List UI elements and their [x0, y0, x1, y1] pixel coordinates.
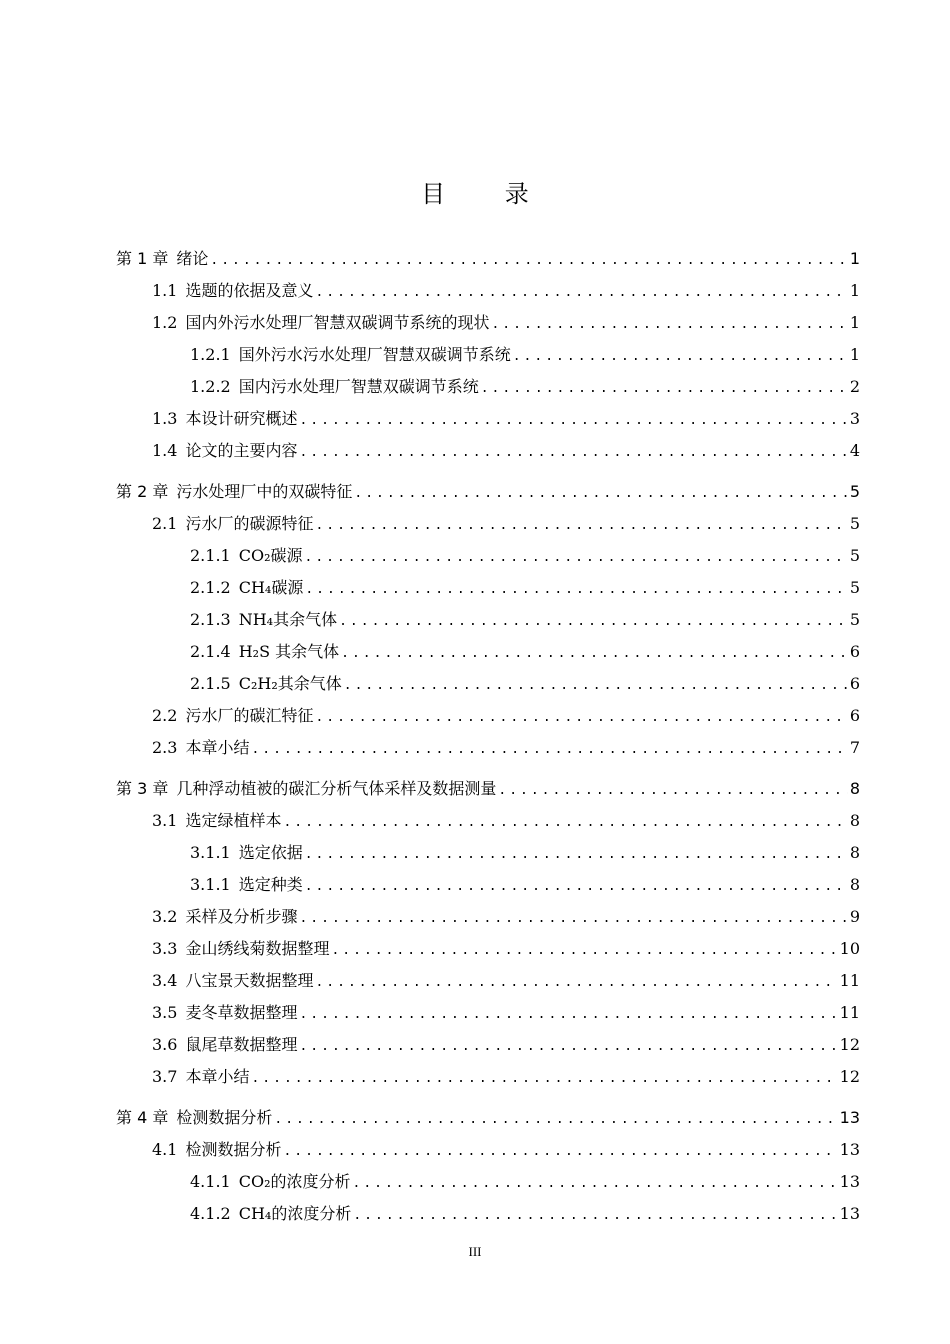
toc-dot-leader: [498, 778, 847, 804]
toc-dot-leader: [353, 1203, 837, 1229]
toc-dot-leader: [339, 609, 848, 635]
toc-entry-title: 金山绣线菊数据整理: [185, 939, 330, 958]
toc-entry[interactable]: [190, 342, 860, 368]
toc-entry-number: 1.3: [152, 409, 178, 428]
toc-entry-title: CH₄碳源: [238, 578, 304, 597]
toc-entry[interactable]: [190, 1169, 860, 1195]
toc-entry-title: 论文的主要内容: [185, 441, 298, 460]
toc-entry-page: 7: [849, 738, 860, 757]
toc-entry-page: 3: [849, 409, 860, 428]
toc-dot-leader: [315, 280, 847, 306]
toc-entry[interactable]: [116, 246, 860, 272]
toc-dot-leader: [251, 1066, 837, 1092]
toc-entry[interactable]: [190, 374, 860, 400]
toc-entry-number: 1.2.1: [190, 345, 231, 364]
toc-entry-number: 1.2: [152, 313, 178, 332]
toc-entry-title: 绪论: [176, 249, 209, 268]
toc-entry-number: 第 4 章: [116, 1108, 169, 1127]
toc-entry-page: 5: [849, 610, 860, 629]
toc-entry[interactable]: [190, 1201, 860, 1227]
toc-entry[interactable]: [152, 1064, 860, 1090]
toc-entry-number: 3.4: [152, 971, 178, 990]
toc-entry-title: 选定依据: [238, 843, 303, 862]
toc-entry-page: 13: [839, 1172, 860, 1191]
toc-entry-number: 第 2 章: [116, 482, 169, 501]
toc-entry-page: 1: [849, 313, 860, 332]
toc-entry-page: 9: [849, 907, 860, 926]
toc-entry-page: 8: [849, 779, 860, 798]
toc-entry-title: 污水处理厂中的双碳特征: [176, 482, 353, 501]
toc-dot-leader: [331, 938, 837, 964]
toc-dot-leader: [305, 874, 848, 900]
toc-entry[interactable]: [152, 936, 860, 962]
toc-entry-number: 3.2: [152, 907, 178, 926]
toc-entry-title: 国外污水污水处理厂智慧双碳调节系统: [238, 345, 511, 364]
toc-entry[interactable]: [190, 840, 860, 866]
toc-entry-number: 3.7: [152, 1067, 178, 1086]
toc-entry-number: 2.2: [152, 706, 178, 725]
toc-entry[interactable]: [152, 438, 860, 464]
toc-entry-page: 6: [849, 674, 860, 693]
toc-entry-title: CH₄的浓度分析: [238, 1204, 352, 1223]
toc-entry-page: 11: [839, 971, 860, 990]
toc-entry-title: 麦冬草数据整理: [185, 1003, 298, 1022]
toc-entry-number: 3.1.1: [190, 875, 231, 894]
toc-entry[interactable]: [152, 310, 860, 336]
toc-entry-title: CO₂的浓度分析: [238, 1172, 351, 1191]
toc-entry[interactable]: [190, 575, 860, 601]
toc-entry-title: 检测数据分析: [176, 1108, 273, 1127]
toc-dot-leader: [315, 970, 837, 996]
toc-entry-page: 4: [849, 441, 860, 460]
toc-entry-page: 1: [849, 249, 860, 268]
toc-entry-page: 5: [849, 578, 860, 597]
toc-entry-number: 2.1.5: [190, 674, 231, 693]
toc-entry[interactable]: [152, 703, 860, 729]
toc-entry-number: 2.1.3: [190, 610, 231, 629]
toc-entry-title: 本章小结: [185, 738, 250, 757]
toc-entry-page: 12: [839, 1035, 860, 1054]
toc-entry-page: 5: [849, 514, 860, 533]
toc-entry-page: 1: [849, 281, 860, 300]
toc-entry-title: 国内外污水处理厂智慧双碳调节系统的现状: [185, 313, 490, 332]
toc-entry-title: 本章小结: [185, 1067, 250, 1086]
toc-dot-leader: [353, 1171, 838, 1197]
toc-entry-title: 鼠尾草数据整理: [185, 1035, 298, 1054]
toc-entry[interactable]: [152, 406, 860, 432]
toc-dot-leader: [491, 312, 847, 338]
toc-dot-leader: [305, 842, 848, 868]
toc-dot-leader: [299, 440, 847, 466]
toc-dot-leader: [305, 577, 847, 603]
toc-entry[interactable]: [190, 607, 860, 633]
toc-dot-leader: [354, 481, 847, 507]
toc-entry-number: 第 1 章: [116, 249, 169, 268]
toc-entry-page: 10: [839, 939, 860, 958]
toc-entry-number: 4.1.1: [190, 1172, 231, 1191]
toc-entry[interactable]: [190, 543, 860, 569]
toc-dot-leader: [299, 408, 847, 434]
toc-entry[interactable]: [190, 639, 860, 665]
toc-entry-number: 3.5: [152, 1003, 178, 1022]
toc-entry[interactable]: [190, 872, 860, 898]
toc-entry-title: 采样及分析步骤: [185, 907, 298, 926]
toc-dot-leader: [299, 1002, 837, 1028]
toc-entry-title: CO₂碳源: [238, 546, 303, 565]
toc-dot-leader: [315, 705, 847, 731]
toc-entry-number: 2.1.4: [190, 642, 231, 661]
toc-dot-leader: [251, 737, 847, 763]
toc-dot-leader: [299, 1034, 837, 1060]
toc-entry[interactable]: [190, 671, 860, 697]
toc-entry-page: 8: [849, 811, 860, 830]
toc-entry[interactable]: [152, 968, 860, 994]
toc-entry-page: 13: [839, 1140, 860, 1159]
toc-entry[interactable]: [152, 808, 860, 834]
toc-entry-page: 1: [849, 345, 860, 364]
toc-entry-title: 污水厂的碳源特征: [185, 514, 314, 533]
toc-entry-title: 污水厂的碳汇特征: [185, 706, 314, 725]
toc-entry-page: 8: [849, 843, 860, 862]
toc-entry-title: 八宝景天数据整理: [185, 971, 314, 990]
toc-entry[interactable]: [152, 1000, 860, 1026]
toc-entry-page: 5: [849, 546, 860, 565]
toc-dot-leader: [210, 248, 847, 274]
toc-entry-number: 第 3 章: [116, 779, 169, 798]
toc-entry-title: 几种浮动植被的碳汇分析气体采样及数据测量: [176, 779, 497, 798]
toc-entry-page: 13: [839, 1204, 860, 1223]
page-title: 目 录: [421, 180, 555, 208]
toc-entry-page: 2: [849, 377, 860, 396]
toc-dot-leader: [305, 545, 848, 571]
toc-entry[interactable]: [116, 479, 860, 505]
toc-dot-leader: [283, 810, 847, 836]
toc-entry-title: 选题的依据及意义: [185, 281, 314, 300]
toc-dot-leader: [344, 673, 848, 699]
page-number: III: [468, 1244, 482, 1259]
toc-entry-title: 选定绿植样本: [185, 811, 282, 830]
toc-entry-page: 13: [839, 1108, 860, 1127]
toc-entry[interactable]: [116, 776, 860, 802]
toc-entry-page: 6: [849, 706, 860, 725]
toc-entry[interactable]: [152, 1032, 860, 1058]
toc-entry-number: 2.1.1: [190, 546, 231, 565]
toc-entry-page: 6: [849, 642, 860, 661]
toc-dot-leader: [315, 513, 847, 539]
toc-dot-leader: [274, 1107, 837, 1133]
toc-entry-title: 国内污水处理厂智慧双碳调节系统: [238, 377, 479, 396]
toc-entry[interactable]: [152, 735, 860, 761]
toc-entry-number: 1.1: [152, 281, 178, 300]
toc-entry-page: 8: [849, 875, 860, 894]
toc-entry-page: 5: [849, 482, 860, 501]
toc-entry-number: 3.6: [152, 1035, 178, 1054]
toc-entry-number: 3.1.1: [190, 843, 231, 862]
toc-entry-number: 1.4: [152, 441, 178, 460]
toc-entry[interactable]: [152, 1137, 860, 1163]
toc-entry-title: 检测数据分析: [185, 1140, 282, 1159]
toc-dot-leader: [481, 376, 848, 402]
toc-entry-number: 2.1: [152, 514, 178, 533]
toc-entry-title: NH₄其余气体: [238, 610, 338, 629]
toc-dot-leader: [341, 641, 848, 667]
toc-entry-title: 选定种类: [238, 875, 303, 894]
toc-entry-number: 3.1: [152, 811, 178, 830]
toc-entry[interactable]: [116, 1105, 860, 1131]
toc-entry-title: H₂S 其余气体: [238, 642, 340, 661]
toc-entry-number: 2.1.2: [190, 578, 231, 597]
toc-entry[interactable]: [152, 511, 860, 537]
toc-entry-number: 4.1: [152, 1140, 178, 1159]
toc-entry-number: 1.2.2: [190, 377, 231, 396]
toc-dot-leader: [513, 344, 848, 370]
toc-entry[interactable]: [152, 278, 860, 304]
toc-entry-number: 3.3: [152, 939, 178, 958]
toc-dot-leader: [283, 1139, 837, 1165]
toc-entry-number: 2.3: [152, 738, 178, 757]
toc-entry-title: 本设计研究概述: [185, 409, 298, 428]
toc-entry-page: 11: [839, 1003, 860, 1022]
toc-entry[interactable]: [152, 904, 860, 930]
toc-entry-title: C₂H₂其余气体: [238, 674, 342, 693]
toc-entry-page: 12: [839, 1067, 860, 1086]
toc-entry-number: 4.1.2: [190, 1204, 231, 1223]
toc-dot-leader: [299, 906, 847, 932]
